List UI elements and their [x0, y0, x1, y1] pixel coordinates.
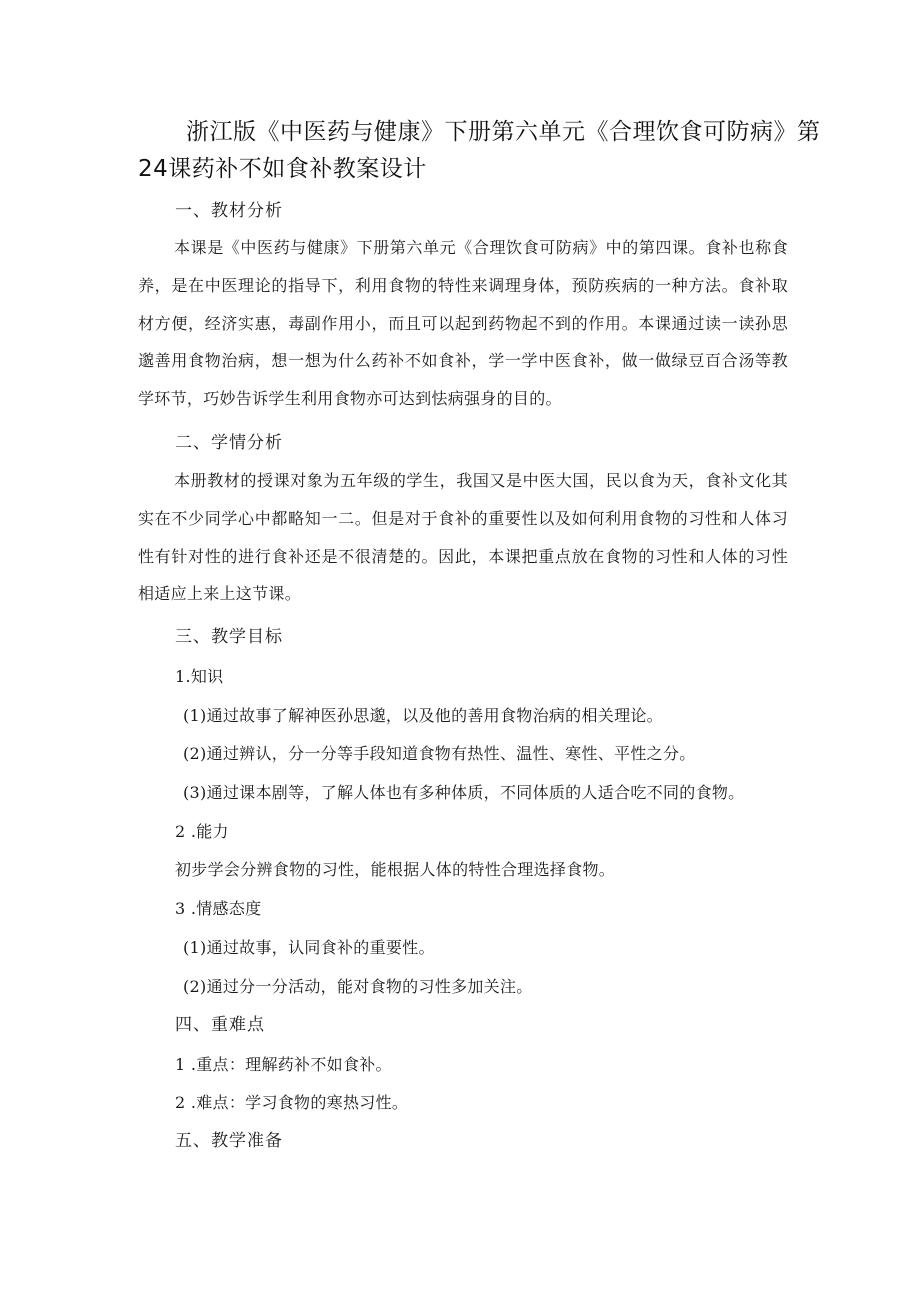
- objective-emotion-label: 3 .情感态度: [175, 899, 262, 918]
- key-point: 1 .重点：理解药补不如食补。: [175, 1055, 392, 1074]
- objective-ability-label: 2 .能力: [175, 822, 229, 841]
- knowledge-item: (3)通过课本剧等，了解人体也有多种体质，不同体质的人适合吃不同的食物。: [183, 783, 745, 802]
- difficult-point: 2 .难点：学习食物的寒热习性。: [175, 1093, 409, 1112]
- title-line-1: 浙江版《中医药与健康》下册第六单元《合理饮食可防病》第: [186, 119, 821, 145]
- section-heading-teaching-preparation: 五、教学准备: [175, 1131, 283, 1151]
- section-heading-learner-analysis: 二、学情分析: [175, 433, 283, 453]
- learner-analysis-paragraph: 本册教材的授课对象为五年级的学生，我国又是中医大国，民以食为天，食补文化其实在不少同学心中都略知一二。但是对于食补的重要性以及如何利用食物的习性和人体习性有针对性的进行食补还是不很清楚的。因此，本课把重点放在食物的习性和人体的习性相适应上来上这节课。: [138, 471, 788, 604]
- title-line-2: 24课药补不如食补教案设计: [138, 156, 427, 182]
- section-heading-key-difficult-points: 四、重难点: [175, 1015, 265, 1035]
- ability-text: 初步学会分辨食物的习性，能根据人体的特性合理选择食物。: [175, 860, 616, 879]
- document-title: [138, 114, 821, 188]
- emotion-item: (2)通过分一分活动，能对食物的习性多加关注。: [183, 977, 533, 996]
- objective-knowledge-label: 1.知识: [175, 667, 224, 686]
- emotion-item: (1)通过故事，认同食补的重要性。: [183, 938, 435, 957]
- textbook-analysis-paragraph: 本课是《中医药与健康》下册第六单元《合理饮食可防病》中的第四课。食补也称食养，是在中医理论的指导下，利用食物的特性来调理身体，预防疾病的一种方法。食补取材方便，经济实惠，毒副作用小，而且可以起到药物起不到的作用。本课通过读一读孙思邈善用食物治病，想一想为什么药补不如食补，学一学中医食补，做一做绿豆百合汤等教学环节，巧妙告诉学生利用食物亦可达到怯病强身的目的。: [138, 238, 788, 409]
- section-heading-textbook-analysis: 一、教材分析: [175, 201, 283, 221]
- knowledge-item: (2)通过辨认，分一分等手段知道食物有热性、温性、寒性、平性之分。: [183, 744, 696, 763]
- knowledge-item: (1)通过故事了解神医孙思邈，以及他的善用食物治病的相关理论。: [183, 706, 663, 725]
- section-heading-teaching-objectives: 三、教学目标: [175, 627, 283, 647]
